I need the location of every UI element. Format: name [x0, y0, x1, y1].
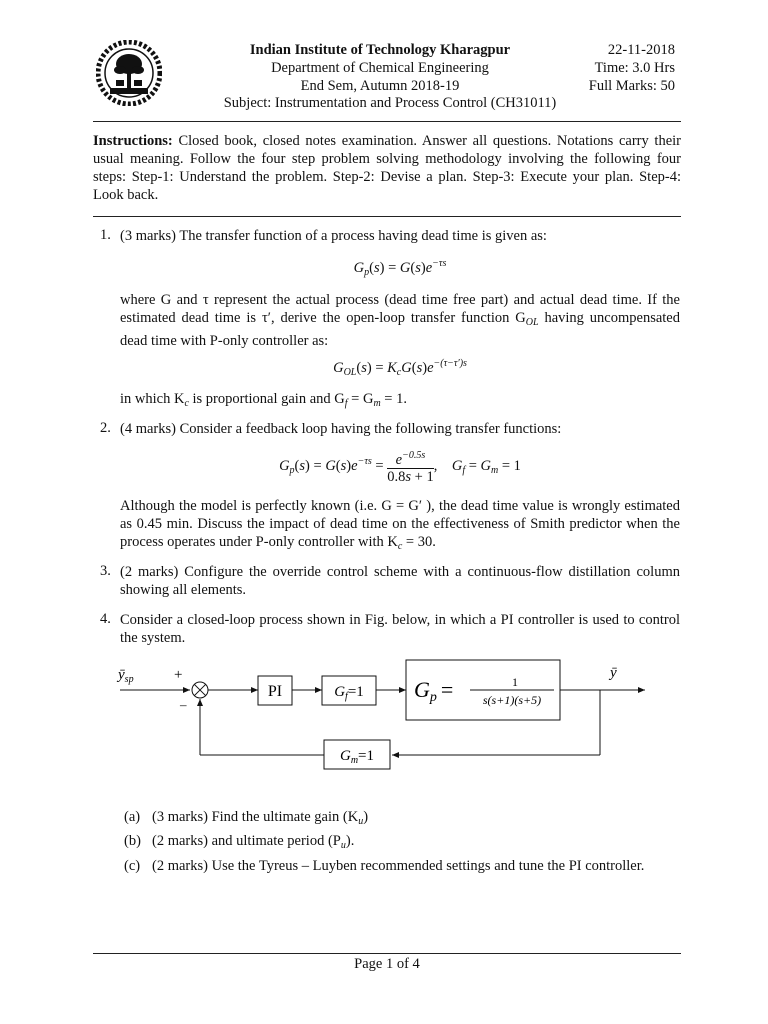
- q1-equation-1: $G_p(s) = G(s)e^{-\tau s}$: [353, 258, 447, 278]
- institute-name: Indian Institute of Technology Kharagpur: [249, 42, 511, 58]
- gm-label: $G_m=1$: [339, 748, 375, 766]
- instructions-divider: [93, 216, 681, 217]
- subpart-b-label: (b): [124, 833, 141, 849]
- q3-text: (2 marks) Configure the override control scheme with a continuous-flow distillation column showing all elements.: [120, 564, 680, 598]
- q1-intro: (3 marks) The transfer function of a process having dead time is given as:: [120, 228, 547, 244]
- page-number: Page 1 of 4: [354, 956, 420, 972]
- q1-body: where G and τ represent the actual process (dead time free part) and actual dead time. If the estimated dead time is τ′, derive the open-loop transfer function $G_{OL}$ having uncompensated dead time with P-only controller as:: [120, 292, 680, 349]
- q2-number: 2.: [100, 420, 111, 436]
- q2-intro: (4 marks) Consider a feedback loop having the following transfer functions:: [120, 421, 562, 437]
- department-name: Department of Chemical Engineering: [271, 60, 489, 76]
- full-marks: Full Marks: 50: [588, 78, 675, 94]
- instructions-text: Closed book, closed notes examination. Answer all questions. Notations carry their usual meaning. Follow the four step problem solving methodology involving the following four steps: Step-1: Understand the problem. Step-2: Devise a plan. Step-3: Execute your plan. Step-4: Look back.: [93, 133, 681, 203]
- q3-number: 3.: [100, 563, 111, 579]
- exam-date: 22-11-2018: [607, 42, 675, 58]
- pi-label: PI: [267, 683, 283, 700]
- q1-tail: in which $K_c$ is proportional gain and $G_f = G_m = 1$.: [120, 391, 407, 409]
- q1-number: 1.: [100, 227, 111, 243]
- gp-numerator: 1: [512, 675, 518, 689]
- subpart-c-text: (2 marks) Use the Tyreus – Luyben recommended settings and tune the PI controller.: [152, 858, 645, 874]
- subpart-b-text: (2 marks) and ultimate period $(P_u)$.: [152, 833, 355, 851]
- setpoint-label: $ȳ_{sp}$: [118, 667, 134, 685]
- gp-label: Gp =: [414, 677, 454, 705]
- header-divider: [93, 121, 681, 122]
- gp-denominator: s(s+1)(s+5): [482, 693, 542, 707]
- q4-number: 4.: [100, 611, 111, 627]
- q2-equation: $G_p(s) = G(s)e^{-\tau s}$ = $\frac{e^{-0.5s}}{0.8s + 1}$ , $G_f = G_m = 1$: [279, 450, 521, 485]
- exam-name: End Sem, Autumn 2018-19: [300, 78, 460, 94]
- subpart-a-label: (a): [124, 809, 141, 825]
- exam-time: Time: 3.0 Hrs: [594, 60, 675, 76]
- block-diagram: [110, 655, 670, 780]
- summing-junction: [192, 682, 208, 698]
- footer-divider: [93, 953, 681, 954]
- subject-line: Subject: Instrumentation and Process Control (CH31011): [223, 95, 557, 111]
- q1-equation-2: $G_{OL}(s) = K_cG(s)e^{-(\tau-\tau')s}$: [333, 358, 467, 378]
- subpart-a-text: (3 marks) Find the ultimate gain $(K_u)$: [152, 809, 369, 827]
- plus-sign: +: [174, 667, 183, 683]
- subpart-c-label: (c): [124, 858, 141, 874]
- logo: [96, 40, 162, 106]
- gf-label: $G_f=1$: [334, 684, 364, 702]
- instructions: [93, 132, 681, 204]
- q2-body: Although the model is perfectly known (i.e. G = G′ ), the dead time value is wrongly estimated as 0.45 min. Discuss the impact of dead time on the effectiveness of Smith predictor when the process operates under P-only controller with $K_c = 30$.: [120, 498, 680, 552]
- output-label: ȳ: [610, 665, 617, 681]
- instructions-label: Instructions:: [93, 133, 173, 149]
- minus-sign: –: [180, 697, 187, 712]
- q4-text: Consider a closed-loop process shown in Fig. below, in which a PI controller is used to control the system.: [120, 612, 680, 646]
- iit-kharagpur-emblem-icon: [96, 40, 162, 106]
